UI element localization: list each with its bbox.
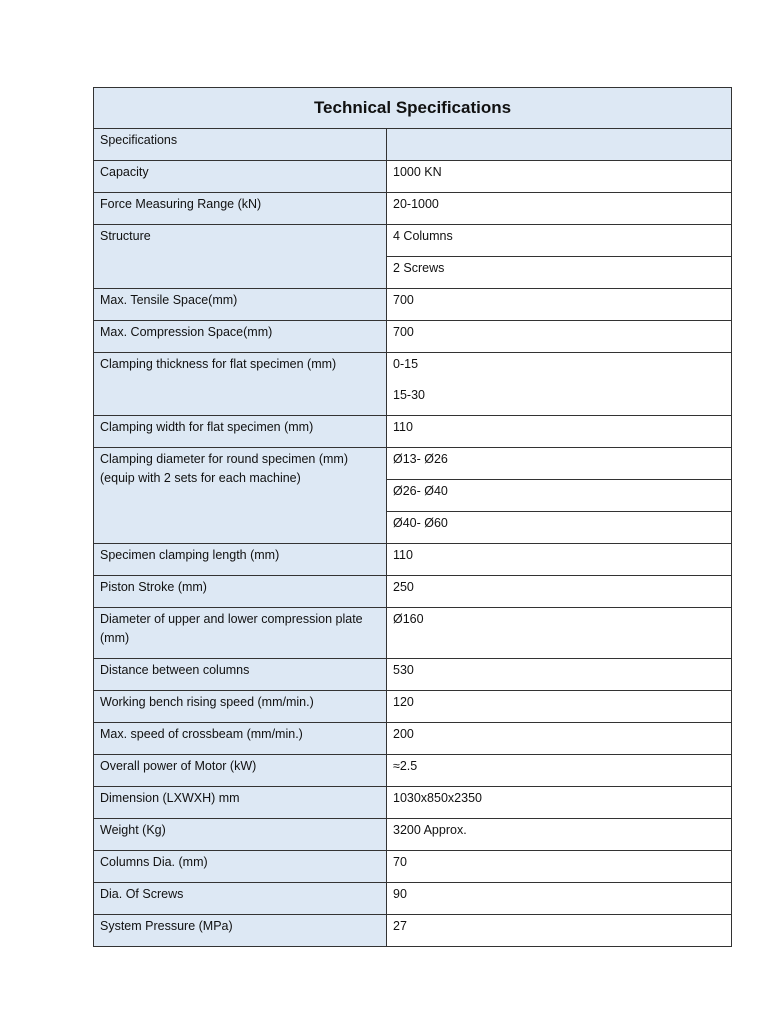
row-value: 110 (393, 420, 413, 434)
row-label: Max. Compression Space(mm) (100, 325, 273, 339)
row-value-cell (387, 480, 732, 512)
row-label-cell (94, 787, 387, 819)
row-label: Dia. Of Screws (100, 887, 184, 901)
row-value-cell (387, 544, 732, 576)
row-value-cell (387, 819, 732, 851)
row-value-cell (387, 416, 732, 448)
row-value-cell (387, 691, 732, 723)
row-label-cell (94, 851, 387, 883)
row-value-cell (387, 576, 732, 608)
row-label: Clamping diameter for round specimen (mm) (equip with 2 sets for each machine) (100, 452, 349, 485)
table-row (94, 161, 732, 193)
table-row (94, 193, 732, 225)
row-value: 2 Screws (393, 261, 445, 275)
row-value: 70 (393, 855, 407, 869)
table-row (94, 787, 732, 819)
row-value: 1030x850x2350 (393, 791, 482, 805)
table-row (94, 321, 732, 353)
row-value-cell (387, 161, 732, 193)
row-label: Capacity (100, 165, 149, 179)
row-value-cell (387, 225, 732, 257)
row-value: 250 (393, 580, 414, 594)
table-row (94, 755, 732, 787)
technical-specifications-table (93, 87, 732, 947)
row-label-cell (94, 544, 387, 576)
row-label: Max. speed of crossbeam (mm/min.) (100, 727, 303, 741)
row-value-cell (387, 193, 732, 225)
row-value-cell (387, 289, 732, 321)
table-row (94, 608, 732, 659)
title-row (94, 88, 732, 129)
row-value: 700 (393, 293, 414, 307)
table-row (94, 448, 732, 480)
row-value: 20-1000 (393, 197, 439, 211)
table-row (94, 915, 732, 947)
row-label: Dimension (LXWXH) mm (100, 791, 240, 805)
row-value-cell (387, 321, 732, 353)
table-title: Technical Specifications (94, 88, 732, 129)
row-label: Piston Stroke (mm) (100, 580, 207, 594)
row-label-cell (94, 819, 387, 851)
table-row (94, 353, 732, 416)
row-label: System Pressure (MPa) (100, 919, 233, 933)
row-label-cell (94, 416, 387, 448)
row-label: Overall power of Motor (kW) (100, 759, 257, 773)
row-label-cell (94, 915, 387, 947)
row-label: Clamping thickness for flat specimen (mm) (100, 357, 337, 371)
row-value: 120 (393, 695, 414, 709)
row-label: Max. Tensile Space(mm) (100, 293, 238, 307)
table-row (94, 289, 732, 321)
row-value: 200 (393, 727, 414, 741)
row-value-cell (387, 257, 732, 289)
row-value: 3200 Approx. (393, 823, 467, 837)
row-label-cell (94, 161, 387, 193)
table-row (94, 691, 732, 723)
row-label-cell (94, 193, 387, 225)
row-value: 1000 KN (393, 165, 442, 179)
row-value-cell (387, 851, 732, 883)
header-value (393, 129, 725, 131)
table-row (94, 576, 732, 608)
row-label-cell (94, 289, 387, 321)
row-label-cell (94, 576, 387, 608)
row-value: 27 (393, 919, 407, 933)
row-value-cell (387, 723, 732, 755)
row-label: Force Measuring Range (kN) (100, 197, 262, 211)
row-value: 700 (393, 325, 414, 339)
row-label: Columns Dia. (mm) (100, 855, 208, 869)
row-label: Working bench rising speed (mm/min.) (100, 695, 314, 709)
row-value: ≈2.5 (393, 759, 418, 773)
header-row (94, 129, 732, 161)
row-value: Ø40- Ø60 (393, 516, 448, 530)
row-label-cell (94, 321, 387, 353)
table-row (94, 544, 732, 576)
row-label: Clamping width for flat specimen (mm) (100, 420, 314, 434)
row-value-cell (387, 755, 732, 787)
row-label-cell (94, 225, 387, 289)
row-value-cell (387, 608, 732, 659)
line-gap (393, 374, 725, 386)
row-value: 15-30 (393, 388, 425, 402)
header-label: Specifications (100, 133, 178, 147)
row-value: 4 Columns (393, 229, 453, 243)
row-label-cell (94, 691, 387, 723)
row-label: Diameter of upper and lower compression plate (mm) (100, 612, 363, 645)
row-label-cell (94, 659, 387, 691)
row-label: Specimen clamping length (mm) (100, 548, 280, 562)
row-value-cell (387, 883, 732, 915)
row-value-cell (387, 512, 732, 544)
header-value-cell (387, 129, 732, 161)
header-label-cell (94, 129, 387, 161)
row-label-cell (94, 723, 387, 755)
table-row (94, 883, 732, 915)
row-value-cell (387, 353, 732, 416)
row-value: Ø160 (393, 612, 424, 626)
table-row (94, 225, 732, 257)
row-label: Distance between columns (100, 663, 250, 677)
row-value: Ø13- Ø26 (393, 452, 448, 466)
row-label-cell (94, 755, 387, 787)
row-label: Weight (Kg) (100, 823, 166, 837)
row-value: 0-15 (393, 357, 419, 371)
row-label-cell (94, 608, 387, 659)
row-value: 530 (393, 663, 414, 677)
row-value-cell (387, 659, 732, 691)
table-row (94, 659, 732, 691)
table-row (94, 416, 732, 448)
row-value-cell (387, 787, 732, 819)
row-value-cell (387, 448, 732, 480)
row-label: Structure (100, 229, 151, 243)
row-value-cell (387, 915, 732, 947)
row-label-cell (94, 448, 387, 544)
row-label-cell (94, 353, 387, 416)
table-row (94, 819, 732, 851)
row-value: Ø26- Ø40 (393, 484, 448, 498)
row-value: 110 (393, 548, 413, 562)
table-row (94, 851, 732, 883)
table-row (94, 723, 732, 755)
row-value: 90 (393, 887, 407, 901)
row-label-cell (94, 883, 387, 915)
